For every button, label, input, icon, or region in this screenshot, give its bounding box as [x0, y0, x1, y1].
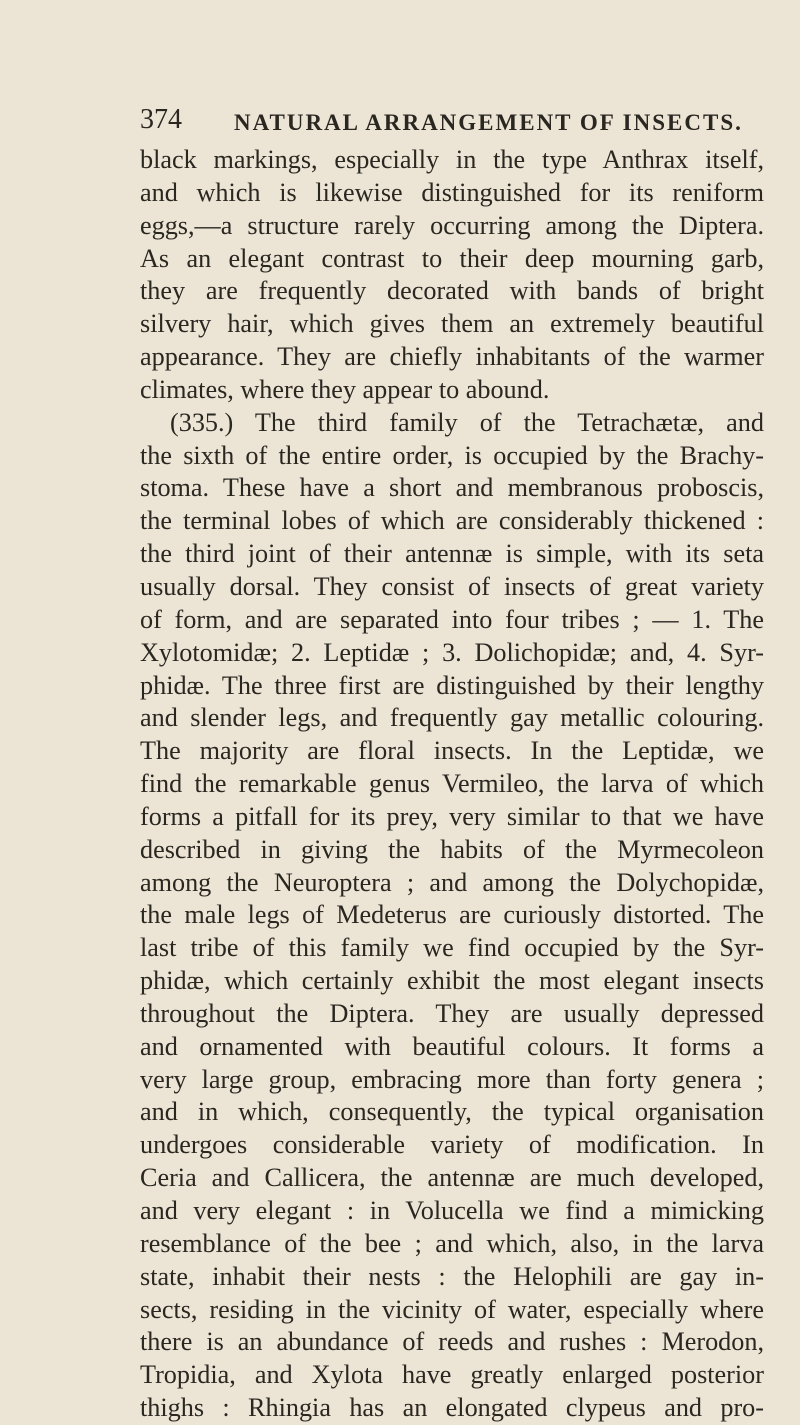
text-line: the third joint of their antennæ is simple, with its seta: [140, 539, 764, 569]
text-line: undergoes considerable variety of modification. In: [140, 1130, 764, 1160]
text-line: As an elegant contrast to their deep mourning garb,: [140, 243, 764, 273]
text-line: Ceria and Callicera, the antennæ are much developed,: [140, 1163, 764, 1193]
text-line: the male legs of Medeterus are curiously distorted. The: [140, 900, 764, 930]
text-line: they are frequently decorated with bands of bright: [140, 276, 764, 306]
text-line: there is an abundance of reeds and rushes : Merodon,: [140, 1327, 764, 1357]
text-line: of form, and are separated into four tribes ; — 1. The: [140, 604, 764, 634]
text-line: state, inhabit their nests : the Helophili are gay in-: [140, 1261, 764, 1291]
text-line: phidæ. The three first are distinguished by their lengthy: [140, 670, 764, 700]
page-number: 374: [140, 104, 182, 135]
text-line: forms a pitfall for its prey, very similar to that we have: [140, 801, 764, 831]
text-line: Tropidia, and Xylota have greatly enlarged posterior: [140, 1360, 764, 1390]
text-line: silvery hair, which gives them an extremely beautiful: [140, 309, 764, 339]
text-line: and ornamented with beautiful colours. It forms a: [140, 1031, 764, 1061]
text-line: very large group, embracing more than forty genera ;: [140, 1064, 764, 1094]
text-line: resemblance of the bee ; and which, also, in the larva: [140, 1228, 764, 1258]
text-line: The majority are floral insects. In the Leptidæ, we: [140, 736, 764, 766]
running-title: NATURAL ARRANGEMENT OF INSECTS.: [234, 110, 743, 135]
text-line: black markings, especially in the type Anthrax itself,: [140, 145, 764, 174]
text-line: the terminal lobes of which are considerably thickened :: [140, 506, 764, 536]
text-line: find the remarkable genus Vermileo, the larva of which: [140, 769, 764, 799]
text-line: sects, residing in the vicinity of water, especially where: [140, 1294, 764, 1324]
text-line: usually dorsal. They consist of insects of great variety: [140, 571, 764, 601]
text-line: thighs : Rhingia has an elongated clypeus and pro-: [140, 1393, 764, 1423]
text-line: the sixth of the entire order, is occupied by the Brachy-: [140, 440, 764, 470]
text-line: phidæ, which certainly exhibit the most elegant insects: [140, 966, 764, 996]
paragraph-start-line: (335.) The third family of the Tetrachætæ, and: [170, 407, 764, 437]
running-header: [140, 104, 760, 144]
text-line: eggs,—a structure rarely occurring among the Diptera.: [140, 210, 764, 240]
body-text: [140, 144, 764, 1425]
text-line: stoma. These have a short and membranous proboscis,: [140, 473, 764, 503]
text-line: appearance. They are chiefly inhabitants of the warmer: [140, 342, 764, 372]
text-line: and which is likewise distinguished for its reniform: [140, 177, 764, 207]
text-line: Xylotomidæ; 2. Leptidæ ; 3. Dolichopidæ; and, 4. Syr-: [140, 637, 764, 667]
text-line: throughout the Diptera. They are usually depressed: [140, 998, 764, 1028]
text-line: last tribe of this family we find occupied by the Syr-: [140, 933, 764, 963]
text-line: among the Neuroptera ; and among the Dolychopidæ,: [140, 867, 764, 897]
text-line: and very elegant : in Volucella we find a mimicking: [140, 1196, 764, 1225]
text-line: and slender legs, and frequently gay metallic colouring.: [140, 703, 764, 733]
text-line: described in giving the habits of the Myrmecoleon: [140, 834, 764, 864]
text-line: and in which, consequently, the typical organisation: [140, 1097, 764, 1127]
text-line: climates, where they appear to abound.: [140, 374, 550, 404]
